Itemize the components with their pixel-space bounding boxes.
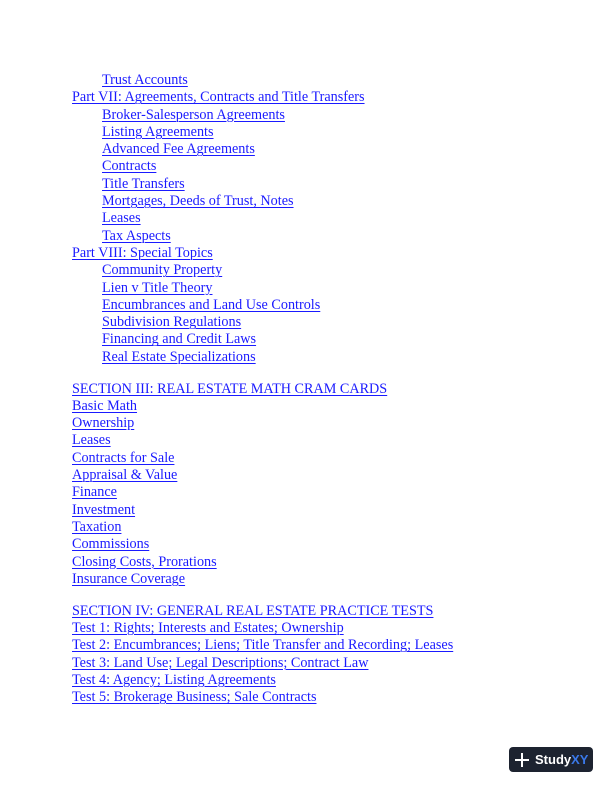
toc-entry (72, 620, 592, 637)
toc-link[interactable]: Basic Math (72, 397, 138, 414)
toc-link[interactable]: Closing Costs, Prorations (72, 553, 217, 570)
toc-link[interactable]: Commissions (72, 536, 150, 553)
toc-entry (72, 176, 592, 193)
toc-link[interactable]: Tax Aspects (102, 227, 171, 244)
toc-part-heading (72, 89, 592, 106)
toc-link[interactable]: Finance (72, 484, 117, 501)
studyxy-badge[interactable] (509, 747, 593, 772)
toc-link[interactable]: Real Estate Specializations (102, 348, 256, 365)
toc-entry (72, 398, 592, 415)
toc-link[interactable]: Appraisal & Value (72, 467, 178, 484)
toc-entry (72, 672, 592, 689)
toc-entry (72, 689, 592, 706)
toc-entry (72, 331, 592, 348)
toc-link-part-viii[interactable]: Part VIII: Special Topics (72, 244, 213, 261)
toc-link[interactable]: Test 5: Brokerage Business; Sale Contracts (72, 689, 317, 706)
toc-link[interactable]: Test 1: Rights; Interests and Estates; Ownership (72, 619, 344, 636)
toc-entry (72, 210, 592, 227)
toc-section-heading (72, 603, 592, 620)
toc-entry (72, 228, 592, 245)
toc-link[interactable]: Advanced Fee Agreements (102, 141, 255, 158)
toc-entry (72, 107, 592, 124)
toc-entry (72, 314, 592, 331)
toc-link[interactable]: Ownership (72, 415, 135, 432)
toc-entry (72, 297, 592, 314)
spacer (72, 588, 592, 603)
toc-link[interactable]: Test 3: Land Use; Legal Descriptions; Contract Law (72, 654, 369, 671)
toc-link[interactable]: Broker-Salesperson Agreements (102, 106, 285, 123)
toc-entry (72, 467, 592, 484)
spacer (72, 366, 592, 381)
toc-link[interactable]: Leases (72, 432, 111, 449)
toc-entry (72, 637, 592, 654)
toc-link[interactable]: Contracts for Sale (72, 449, 175, 466)
toc-entry (72, 124, 592, 141)
toc-part-heading (72, 245, 592, 262)
toc-entry (72, 519, 592, 536)
toc-entry (72, 72, 592, 89)
toc-entry (72, 262, 592, 279)
brand-name (535, 752, 588, 767)
toc-link[interactable]: Listing Agreements (102, 123, 214, 140)
toc-link[interactable]: Test 4: Agency; Listing Agreements (72, 671, 276, 688)
toc-link[interactable]: Title Transfers (102, 175, 185, 192)
toc-entry (72, 450, 592, 467)
toc-link[interactable]: Subdivision Regulations (102, 314, 242, 331)
table-of-contents (72, 72, 592, 706)
toc-entry (72, 502, 592, 519)
toc-link[interactable]: Encumbrances and Land Use Controls (102, 296, 321, 313)
toc-link-section-iv[interactable]: SECTION IV: GENERAL REAL ESTATE PRACTICE TESTS (72, 602, 434, 619)
brand-accent: XY (571, 752, 589, 767)
toc-entry (72, 655, 592, 672)
toc-link[interactable]: Contracts (102, 158, 157, 175)
toc-entry (72, 349, 592, 366)
toc-entry (72, 432, 592, 449)
toc-link-section-iii[interactable]: SECTION III: REAL ESTATE MATH CRAM CARDS (72, 380, 388, 397)
toc-link[interactable]: Financing and Credit Laws (102, 331, 257, 348)
toc-link[interactable]: Community Property (102, 262, 223, 279)
toc-entry (72, 571, 592, 588)
toc-link-trust-accounts[interactable]: Trust Accounts (102, 72, 188, 88)
toc-link[interactable]: Taxation (72, 518, 122, 535)
toc-entry (72, 193, 592, 210)
toc-link[interactable]: Test 2: Encumbrances; Liens; Title Transfer and Recording; Leases (72, 637, 454, 654)
toc-link[interactable]: Insurance Coverage (72, 570, 186, 587)
toc-section-heading (72, 381, 592, 398)
toc-link-part-vii[interactable]: Part VII: Agreements, Contracts and Title Transfers (72, 89, 365, 106)
toc-entry (72, 158, 592, 175)
toc-link[interactable]: Leases (102, 210, 141, 227)
toc-entry (72, 536, 592, 553)
toc-link[interactable]: Lien v Title Theory (102, 279, 213, 296)
toc-entry (72, 280, 592, 297)
toc-link[interactable]: Mortgages, Deeds of Trust, Notes (102, 193, 294, 210)
brand-main: Study (535, 752, 572, 767)
toc-entry (72, 415, 592, 432)
toc-entry (72, 554, 592, 571)
plus-icon (515, 753, 529, 767)
toc-link[interactable]: Investment (72, 501, 136, 518)
toc-entry (72, 141, 592, 158)
toc-entry (72, 484, 592, 501)
